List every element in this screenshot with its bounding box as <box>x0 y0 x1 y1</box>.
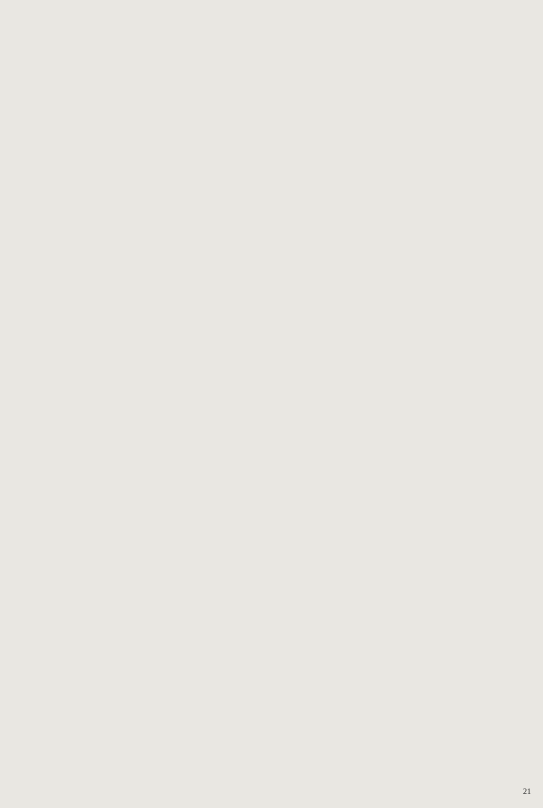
left-paragraph-5 <box>10 52 267 60</box>
left-paragraph-4 <box>10 41 267 49</box>
left-column <box>10 8 267 778</box>
right-paragraph-5 <box>276 52 533 60</box>
right-paragraph-8 <box>276 85 533 93</box>
right-paragraph-9 <box>276 96 533 104</box>
left-paragraph-1 <box>10 8 267 16</box>
left-paragraph-6 <box>10 63 267 71</box>
left-paragraph-8 <box>10 85 267 93</box>
right-column <box>276 8 533 778</box>
left-paragraph-2 <box>10 19 267 27</box>
right-paragraph-7 <box>276 74 533 82</box>
left-paragraph-7 <box>10 74 267 82</box>
text-columns <box>10 8 533 778</box>
right-paragraph-1 <box>276 8 533 16</box>
right-paragraph-2 <box>276 19 533 27</box>
right-paragraph-6 <box>276 63 533 71</box>
left-paragraph-9 <box>10 96 267 104</box>
right-paragraph-3 <box>276 30 533 38</box>
right-paragraph-4 <box>276 41 533 49</box>
left-paragraph-3 <box>10 30 267 38</box>
page-number: 21 <box>523 787 531 796</box>
